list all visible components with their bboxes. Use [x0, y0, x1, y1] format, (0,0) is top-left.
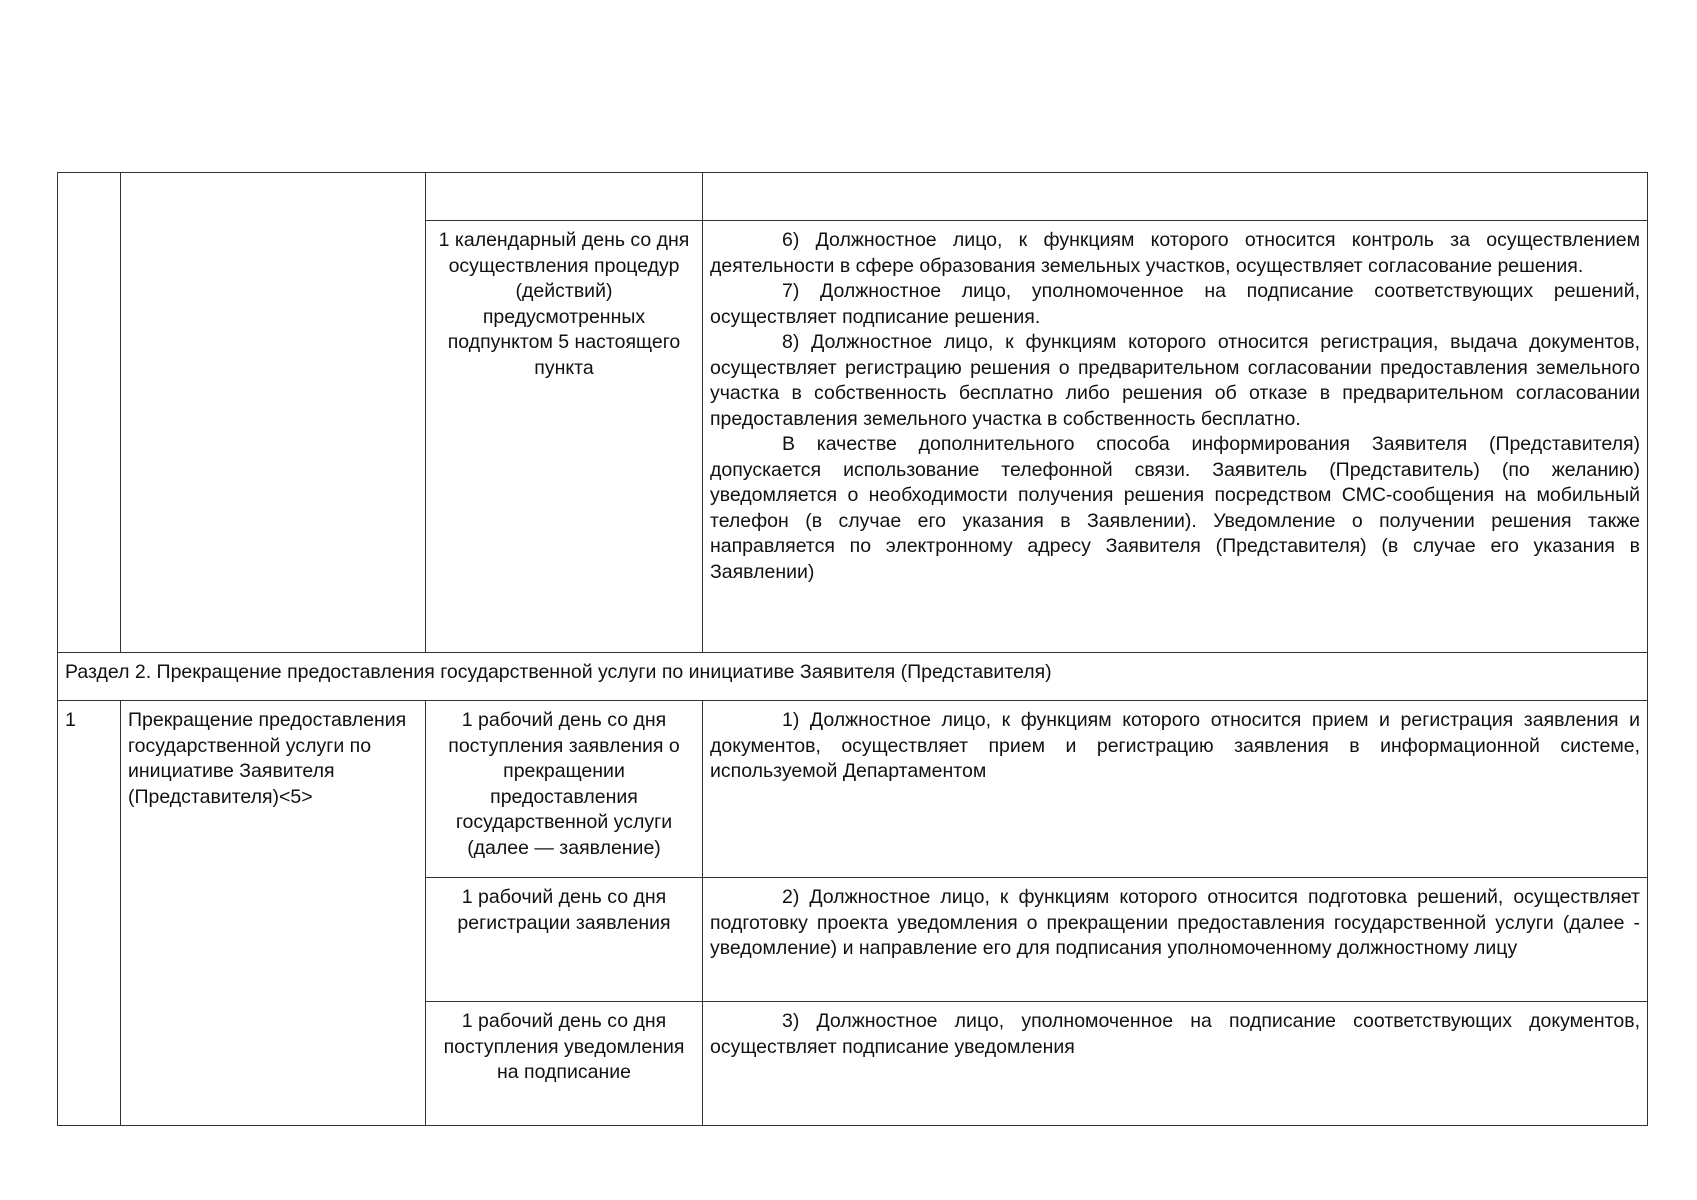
deadline-cell: 1 рабочий день со дня регистрации заявления [426, 878, 703, 1002]
number-cell: 1 [58, 701, 121, 1126]
deadline-cell: 1 рабочий день со дня поступления уведомления на подписание [426, 1002, 703, 1126]
section-header-row [58, 653, 1648, 701]
deadline-cell: 1 рабочий день со дня поступления заявления о прекращении предоставления государственной услуги (далее — заявление) [426, 701, 703, 878]
description-cell [703, 878, 1648, 1002]
paragraph: 6) Должностное лицо, к функциям которого относится контроль за осуществлением деятельности в сфере образования земельных участков, осуществляет согласование решения. [710, 229, 1640, 277]
number-cell [58, 173, 121, 653]
paragraph: В качестве дополнительного способа информирования Заявителя (Представителя) допускается использование телефонной связи. Заявитель (Представитель) (по желанию) уведомляется о необходимости получения решения посредством СМС-сообщения на мобильный телефон (в случае его указания в Заявлении). Уведомление о получении решения также направляется по электронному адресу Заявителя (Представителя) (в случае его указания в Заявлении) [710, 433, 1640, 583]
section-header: Раздел 2. Прекращение предоставления государственной услуги по инициативе Заявителя (Представителя) [58, 653, 1648, 701]
procedure-table [57, 172, 1648, 1126]
deadline-cell: 1 календарный день со дня осуществления процедур (действий) предусмотренных подпунктом 5 настоящего пункта [426, 221, 703, 653]
paragraph: 3) Должностное лицо, уполномоченное на подписание соответствующих документов, осуществляет подписание уведомления [710, 1010, 1640, 1058]
table-row [58, 701, 1648, 878]
paragraph: 1) Должностное лицо, к функциям которого относится прием и регистрация заявления и документов, осуществляет прием и регистрацию заявления в информационной системе, используемой Департаментом [710, 709, 1640, 782]
procedure-name-cell [121, 173, 426, 653]
deadline-cell-empty [426, 173, 703, 221]
table-row [58, 173, 1648, 221]
description-cell [703, 701, 1648, 878]
paragraph: 2) Должностное лицо, к функциям которого относится подготовка решений, осуществляет подготовку проекта уведомления о прекращении предоставления государственной услуги (далее - уведомление) и направление его для подписания уполномоченному должностному лицу [710, 886, 1640, 959]
description-cell [703, 221, 1648, 653]
procedure-name-cell: Прекращение предоставления государственной услуги по инициативе Заявителя (Представителя)<5> [121, 701, 426, 1126]
paragraph: 7) Должностное лицо, уполномоченное на подписание соответствующих решений, осуществляет подписание решения. [710, 280, 1640, 328]
paragraph: 8) Должностное лицо, к функциям которого относится регистрация, выдача документов, осуществляет регистрацию решения о предварительном согласовании предоставления земельного участка в собственность бесплатно либо решения об отказе в предварительном согласовании предоставления земельного участка в собственность бесплатно. [710, 331, 1640, 430]
description-cell [703, 1002, 1648, 1126]
description-cell-empty [703, 173, 1648, 221]
